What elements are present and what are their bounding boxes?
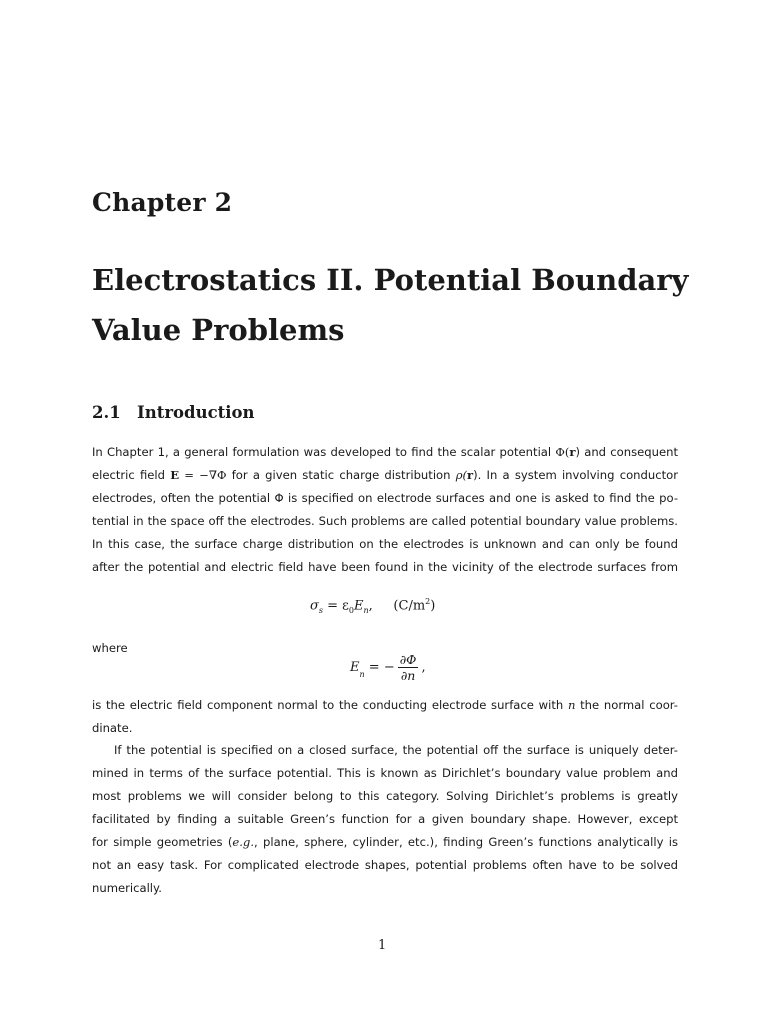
chapter-label: Chapter 2 (92, 188, 233, 217)
after-eq-line-2: dinate. (92, 721, 133, 735)
eq-sub: n (363, 605, 369, 615)
eq-denominator: ∂n (400, 668, 416, 683)
math-phi: Φ( (555, 445, 570, 459)
dirichlet-line-7: numerically. (92, 881, 162, 895)
chapter-title-line-1: Electrostatics II. Potential Boundary (92, 263, 689, 297)
equation-surface-charge (310, 597, 435, 615)
chapter-title (92, 255, 692, 355)
math-rho: ρ( (455, 468, 468, 482)
eq-E: E (353, 598, 364, 614)
normal-component-paragraph (92, 694, 678, 740)
intro-paragraph (92, 441, 678, 579)
equation-normal-field (350, 652, 426, 683)
intro-line-5: In this case, the surface charge distribution on the electrodes is unknown and can only be found (92, 537, 678, 551)
eq-equals: = − (364, 660, 395, 675)
section-title: Introduction (137, 403, 255, 422)
math-r: r (467, 468, 474, 482)
text-run: ). In a system involving conductor (473, 468, 678, 482)
page-number: 1 (378, 938, 387, 953)
intro-line-4: tential in the space off the electrodes. Such problems are called potential boundary value problems. (92, 514, 678, 528)
eq-sub: s (318, 605, 323, 615)
dirichlet-line-6: not an easy task. For complicated electrode shapes, potential problems often have to be solved (92, 858, 678, 872)
dirichlet-line-3: most problems we will consider belong to this category. Solving Dirichlet’s problems is greatly (92, 789, 678, 803)
text-run: , plane, sphere, cylinder, etc.), finding Green’s functions analytically is (254, 835, 678, 849)
text-run: ) and consequent (575, 445, 678, 459)
intro-line-1 (92, 441, 678, 464)
text-run: is the electric field component normal to the conducting electrode surface with (92, 698, 568, 712)
eq-sub: n (359, 670, 365, 679)
text-run: for simple geometries ( (92, 835, 233, 849)
text-run: In Chapter 1, a general formulation was developed to find the scalar potential (92, 445, 556, 459)
math-r: r (569, 445, 576, 459)
dirichlet-line-4: facilitated by finding a suitable Green’s function for a given boundary shape. However, except (92, 812, 678, 826)
eq-fraction (398, 652, 419, 683)
eq-comma: , (421, 660, 426, 675)
italic-eg: e.g. (232, 835, 255, 849)
section-heading (92, 403, 255, 422)
dirichlet-line-1: If the potential is specified on a closed surface, the potential off the surface is uniquely deter- (114, 743, 678, 757)
math-E: E (170, 468, 180, 482)
dirichlet-paragraph (92, 739, 678, 900)
eq-sigma: σ (310, 598, 319, 614)
eq-epsilon: = ε (322, 598, 349, 614)
eq-unit: , (C/m (368, 598, 426, 614)
text-run: for a given static charge distribution (226, 468, 456, 482)
text-run: electric field (92, 468, 171, 482)
text-run: the normal coor- (575, 698, 678, 712)
dirichlet-line-2: mined in terms of the surface potential. This is known as Dirichlet’s boundary value problem and (92, 766, 678, 780)
eq-E: E (350, 660, 360, 675)
intro-line-2 (92, 464, 678, 487)
eq-unit-end: ) (430, 598, 436, 614)
eq-sup: 2 (425, 597, 431, 606)
intro-line-3: electrodes, often the potential Φ is specified on electrode surfaces and one is asked to find the po- (92, 491, 678, 505)
intro-line-6: after the potential and electric field have been found in the vicinity of the electrode surfaces from (92, 560, 678, 574)
after-eq-line-1 (92, 694, 678, 717)
eq-sub: 0 (348, 605, 354, 615)
math-gradient: = −∇Φ (179, 468, 227, 482)
section-number: 2.1 (92, 403, 121, 422)
math-n: n (567, 698, 576, 712)
eq-numerator: ∂Φ (399, 652, 417, 667)
chapter-title-line-2: Value Problems (92, 313, 345, 347)
where-text: where (92, 641, 128, 655)
dirichlet-line-5 (92, 831, 678, 854)
